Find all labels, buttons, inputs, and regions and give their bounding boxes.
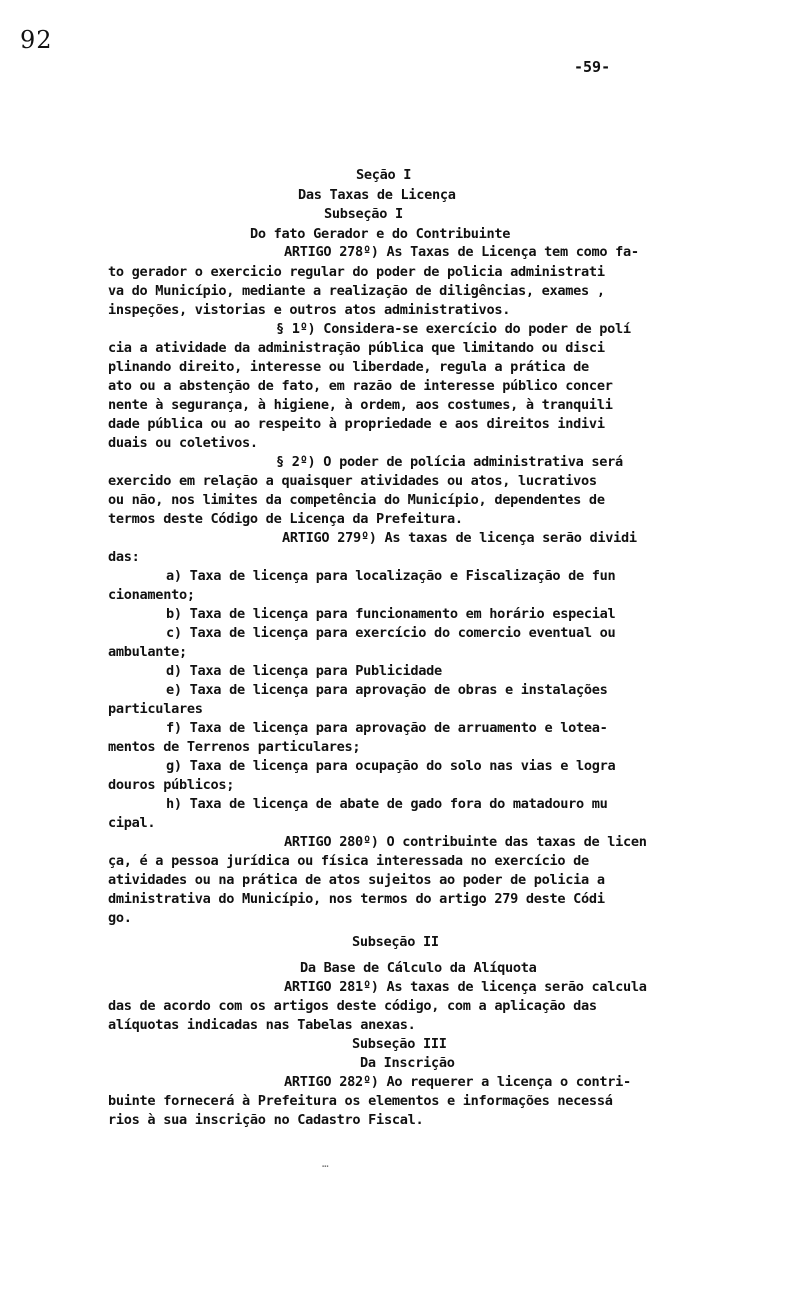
text-line: atividades ou na prática de atos sujeitos ao poder de policia a	[108, 872, 605, 888]
text-line: ARTIGO 278º) As Taxas de Licença tem como fa-	[284, 244, 639, 260]
text-line: go.	[108, 910, 132, 926]
text-line: to gerador o exercicio regular do poder de policia administrati	[108, 264, 605, 280]
list-item: a) Taxa de licença para localização e Fiscalização de fun	[166, 568, 616, 584]
text-line: duais ou coletivos.	[108, 435, 258, 451]
subsection-heading: Subseção III	[352, 1036, 447, 1052]
text-line: va do Município, mediante a realização de diligências, exames ,	[108, 283, 605, 299]
text-line: rios à sua inscrição no Cadastro Fiscal.	[108, 1112, 424, 1128]
text-line: ARTIGO 279º) As taxas de licença serão dividi	[282, 530, 637, 546]
list-item: b) Taxa de licença para funcionamento em horário especial	[166, 606, 616, 622]
list-item: f) Taxa de licença para aprovação de arruamento e lotea-	[166, 720, 608, 736]
text-line: ambulante;	[108, 644, 187, 660]
scan-mark: …	[322, 1157, 329, 1170]
text-line: ARTIGO 280º) O contribuinte das taxas de licen	[284, 834, 647, 850]
list-item: c) Taxa de licença para exercício do comercio eventual ou	[166, 625, 616, 641]
section-title: Das Taxas de Licença	[298, 187, 456, 203]
text-line: ou não, nos limites da competência do Município, dependentes de	[108, 492, 605, 508]
subsection-heading: Subseção I	[324, 206, 403, 222]
text-line: douros públicos;	[108, 777, 235, 793]
text-line: ARTIGO 282º) Ao requerer a licença o contri-	[284, 1074, 631, 1090]
list-item: d) Taxa de licença para Publicidade	[166, 663, 442, 679]
text-line: cia a atividade da administração pública que limitando ou disci	[108, 340, 605, 356]
text-line: alíquotas indicadas nas Tabelas anexas.	[108, 1017, 416, 1033]
text-line: nente à segurança, à higiene, à ordem, aos costumes, à tranquili	[108, 397, 613, 413]
subsection-title: Do fato Gerador e do Contribuinte	[250, 226, 511, 242]
section-heading: Seção I	[356, 167, 412, 183]
text-line: dade pública ou ao respeito à propriedade e aos direitos indivi	[108, 416, 605, 432]
list-item: h) Taxa de licença de abate de gado fora do matadouro mu	[166, 796, 608, 812]
handwritten-page-number: 92	[20, 26, 53, 54]
typed-page-number: -59-	[574, 58, 611, 76]
text-line: § 1º) Considera-se exercício do poder de polí	[276, 321, 631, 337]
list-item: e) Taxa de licença para aprovação de obras e instalações	[166, 682, 608, 698]
text-line: cionamento;	[108, 587, 195, 603]
text-line: termos deste Código de Licença da Prefeitura.	[108, 511, 463, 527]
list-item: g) Taxa de licença para ocupação do solo nas vias e logra	[166, 758, 616, 774]
text-line: particulares	[108, 701, 203, 717]
subsection-title: Da Inscrição	[360, 1055, 455, 1071]
subsection-heading: Subseção II	[352, 934, 439, 950]
text-line: § 2º) O poder de polícia administrativa será	[276, 454, 623, 470]
subsection-title: Da Base de Cálculo da Alíquota	[300, 960, 537, 976]
text-line: ARTIGO 281º) As taxas de licença serão calcula	[284, 979, 647, 995]
text-line: buinte fornecerá à Prefeitura os elementos e informações necessá	[108, 1093, 613, 1109]
text-line: das de acordo com os artigos deste código, com a aplicação das	[108, 998, 597, 1014]
text-line: ato ou a abstenção de fato, em razão de interesse público concer	[108, 378, 613, 394]
text-line: cipal.	[108, 815, 156, 831]
text-line: exercido em relação a quaisquer atividades ou atos, lucrativos	[108, 473, 597, 489]
text-line: dministrativa do Município, nos termos do artigo 279 deste Códi	[108, 891, 605, 907]
text-line: inspeções, vistorias e outros atos administrativos.	[108, 302, 511, 318]
text-line: ça, é a pessoa jurídica ou física interessada no exercício de	[108, 853, 589, 869]
text-line: das:	[108, 549, 140, 565]
text-line: mentos de Terrenos particulares;	[108, 739, 361, 755]
text-line: plinando direito, interesse ou liberdade, regula a prática de	[108, 359, 589, 375]
